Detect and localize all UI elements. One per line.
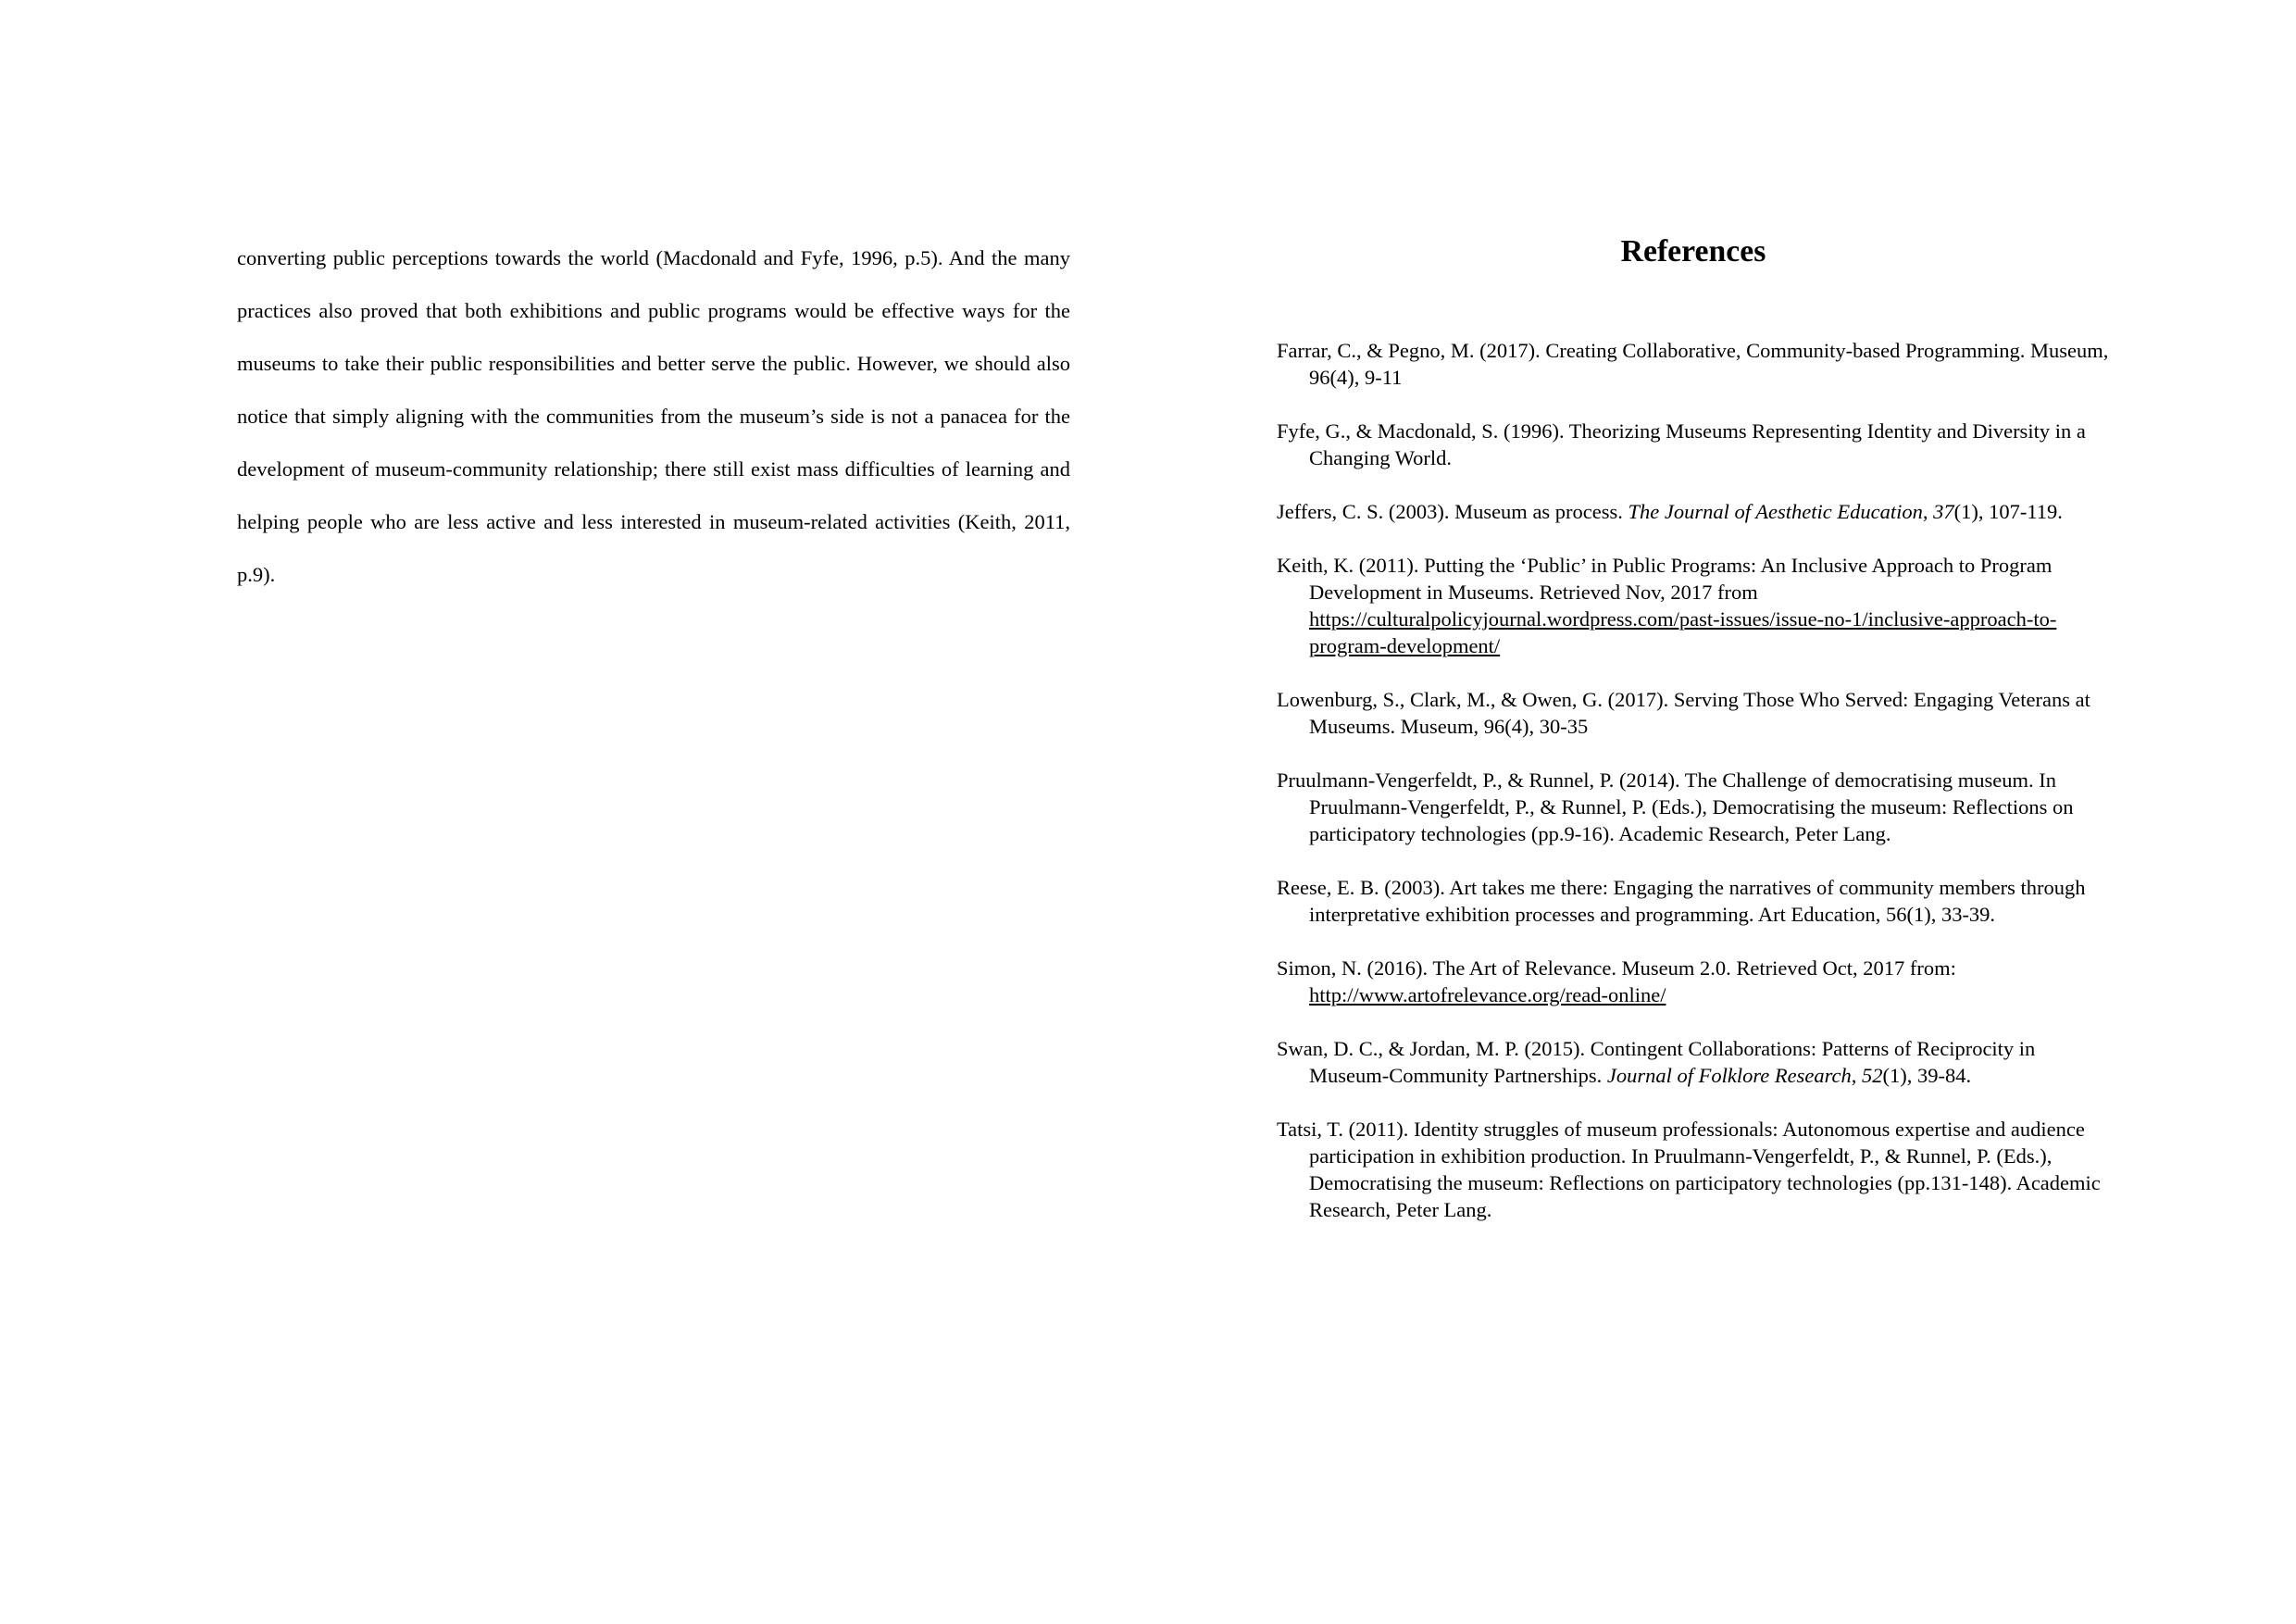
body-paragraph: converting public perceptions towards the world (Macdonald and Fyfe, 1996, p.5). And the many practices also proved that both exhibitions and public programs would be effective ways for the museums to take their public responsibilities and better serve the public. However, we should also notice that simply aligning with the communities from the museum’s side is not a panacea for the development of museum-community relationship; there still exist mass difficulties of learning and helping people who are less active and less interested in museum-related activities (Keith, 2011, p.9). (237, 246, 1070, 586)
reference-text: Keith, K. (2011). Putting the ‘Public’ in Public Programs: An Inclusive Approach to Program Development in Museums. Retrieved Nov, 2017 from (1277, 554, 2053, 604)
reference-text: Farrar, C., & Pegno, M. (2017). Creating Collaborative, Community-based Programming. Museum, 96(4), 9-11 (1277, 339, 2109, 389)
reference-text: , (1851, 1064, 1863, 1087)
reference-text: Fyfe, G., & Macdonald, S. (1996). Theorizing Museums Representing Identity and Diversity in a Changing World. (1277, 419, 2086, 469)
reference-entry (1277, 686, 2110, 740)
reference-text: Reese, E. B. (2003). Art takes me there: Engaging the narratives of community members through interpretative exhibition processes and programming. Art Education, 56(1), 33-39. (1277, 876, 2086, 926)
reference-italic-text: Journal of Folklore Research (1606, 1064, 1852, 1087)
reference-entry (1277, 498, 2110, 525)
reference-entry (1277, 1116, 2110, 1223)
reference-text: , (1922, 500, 1934, 523)
reference-link[interactable]: http://www.artofrelevance.org/read-online/ (1309, 983, 1666, 1006)
reference-text: Jeffers, C. S. (2003). Museum as process. (1277, 500, 1628, 523)
left-page (237, 231, 1070, 601)
reference-link[interactable]: https://culturalpolicyjournal.wordpress.com/past-issues/issue-no-1/inclusive-approach-to-program-development/ (1309, 607, 2057, 657)
reference-text: Pruulmann-Vengerfeldt, P., & Runnel, P. (2014). The Challenge of democratising museum. In Pruulmann-Vengerfeldt, P., & Runnel, P. (Eds.), Democratising the museum: Reflections on participatory technologies (pp.9-16). Academic Research, Peter Lang. (1277, 768, 2074, 845)
reference-entry (1277, 955, 2110, 1008)
reference-entry (1277, 1035, 2110, 1089)
reference-italic-text: The Journal of Aesthetic Education (1628, 500, 1923, 523)
reference-text: Swan, D. C., & Jordan, M. P. (2015). Contingent Collaborations: Patterns of Reciprocity in Museum-Community Partnerships. (1277, 1037, 2036, 1087)
reference-entry (1277, 418, 2110, 471)
reference-entry (1277, 337, 2110, 391)
reference-text: Lowenburg, S., Clark, M., & Owen, G. (2017). Serving Those Who Served: Engaging Veterans at Museums. Museum, 96(4), 30-35 (1277, 688, 2090, 738)
reference-list (1277, 337, 2110, 1223)
references-page (1277, 231, 2110, 1250)
reference-entry (1277, 552, 2110, 659)
reference-text: Tatsi, T. (2011). Identity struggles of museum professionals: Autonomous expertise and audience participation in exhibition production. In Pruulmann-Vengerfeldt, P., & Runnel, P. (Eds.), Democratising the museum: Reflections on participatory technologies (pp.131-148). Academic Research, Peter Lang. (1277, 1118, 2101, 1221)
references-heading: References (1620, 234, 1766, 269)
reference-text: (1), 107-119. (1953, 500, 2063, 523)
reference-italic-text: 37 (1933, 500, 1954, 523)
reference-italic-text: 52 (1862, 1064, 1883, 1087)
reference-text: Simon, N. (2016). The Art of Relevance. Museum 2.0. Retrieved Oct, 2017 from: (1277, 956, 1956, 980)
reference-text: (1), 39-84. (1882, 1064, 1972, 1087)
reference-entry (1277, 767, 2110, 847)
reference-entry (1277, 874, 2110, 928)
